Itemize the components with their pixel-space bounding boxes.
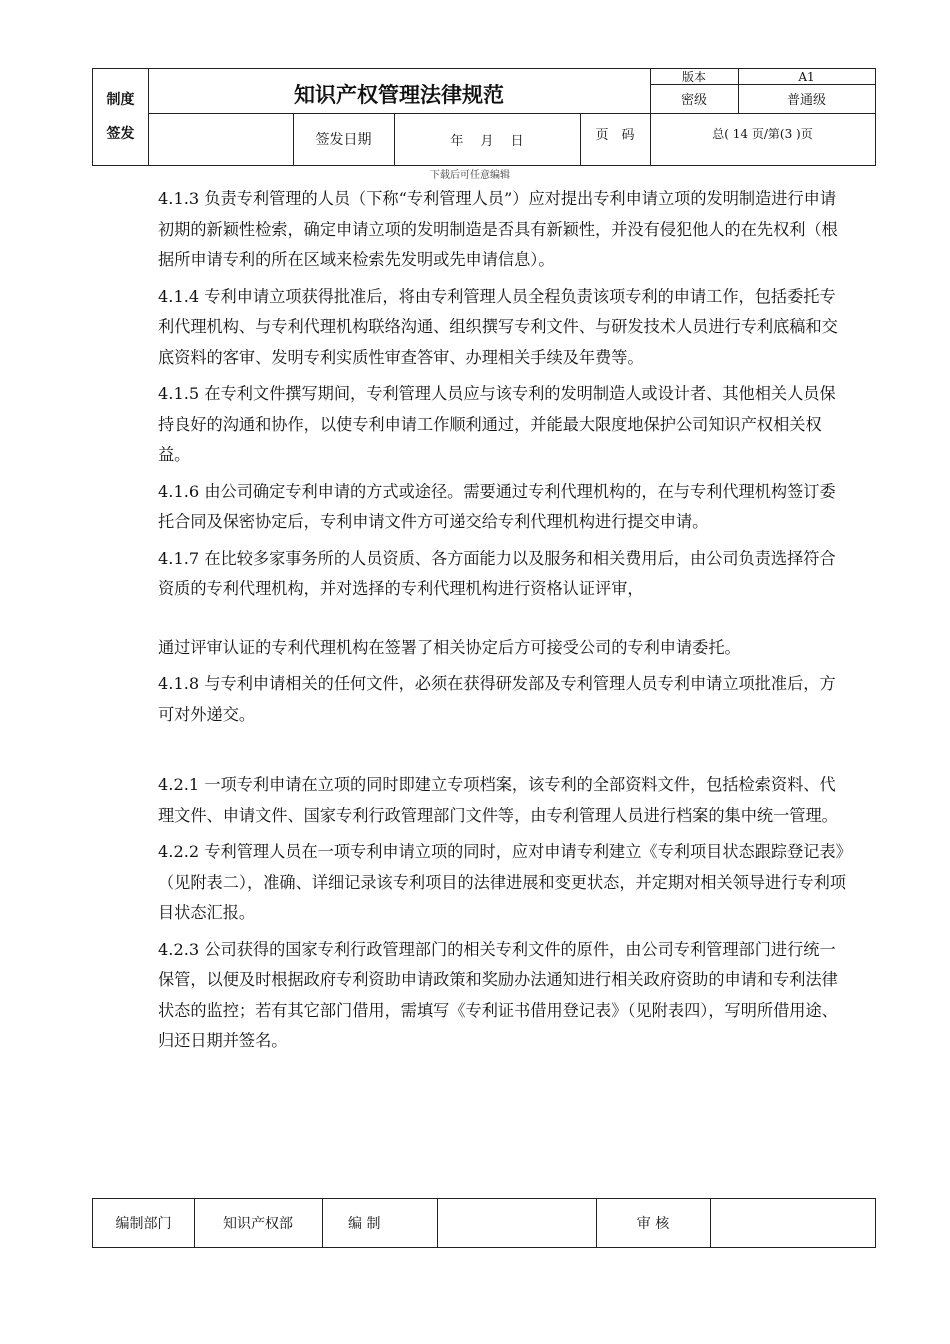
- issue-date-label: 签发日期: [315, 132, 372, 148]
- paragraph-4-1-4: 4.1.4 专利申请立项获得批准后，将由专利管理人员全程负责该项专利的申请工作，包括委托专利代理机构、与专利代理机构联络沟通、组织撰写专利文件、与研发技术人员进行专利底稿和交底资料的客审、发明专利实质性审查答审、办理相关手续及年费等。: [158, 286, 838, 367]
- review-value: [710, 1199, 875, 1247]
- edit-note: 下载后可任意编辑: [430, 170, 510, 181]
- paragraph-4-1-3: 4.1.3 负责专利管理的人员（下称“专利管理人员”）应对提出专利申请立项的发明制造进行申请初期的新颖性检索，确定申请立项的发明制造是否具有新颖性，并没有侵犯他人的在先权利（根据所申请专利的所在区域来检索先发明或先申请信息）。: [158, 189, 838, 269]
- author-label: 编 制: [348, 1216, 381, 1232]
- document-body: [158, 184, 850, 1057]
- dept-label: 编制部门: [115, 1216, 172, 1232]
- page-title: 知识产权管理法律规范: [294, 82, 504, 107]
- header-table: [92, 68, 876, 166]
- paragraph-4-2-2: 4.2.2 专利管理人员在一项专利申请立项的同时，应对申请专利建立《专利项目状态跟踪登记表》（见附表二），准确、详细记录该专利项目的法律进展和变更状态，并定期对相关领导进行专利项目状态汇报。: [158, 842, 846, 922]
- page-label: 页 码: [595, 127, 635, 143]
- paragraph-4-1-7-cont: 通过评审认证的专利代理机构在签署了相关协定后方可接受公司的专利申请委托。: [158, 637, 741, 657]
- author-value: [437, 1199, 596, 1247]
- issue-date-value: 年 月 日: [450, 133, 524, 149]
- paragraph-4-1-6: 4.1.6 由公司确定专利申请的方式或途径。需要通过专利代理机构的，在与专利代理机构签订委托合同及保密协定后，专利申请文件方可递交给专利代理机构进行提交申请。: [158, 481, 836, 531]
- secrecy-value: 普通级: [786, 93, 826, 108]
- paragraph-4-1-7: 4.1.7 在比较多家事务所的人员资质、各方面能力以及服务和相关费用后，由公司负责选择符合资质的专利代理机构，并对选择的专利代理机构进行资格认证评审，: [158, 548, 836, 598]
- issuer-label: 签发: [106, 126, 135, 142]
- paragraph-4-2-3: 4.2.3 公司获得的国家专利行政管理部门的相关专利文件的原件，由公司专利管理部门进行统一保管，以便及时根据政府专利资助申请政策和奖励办法通知进行相关政府资助的申请和专利法律状态的监控；若有其它部门借用，需填写《专利证书借用登记表》（见附表四），写明所借用途、归还日期并签名。: [158, 939, 838, 1050]
- issuer-value: [148, 113, 293, 165]
- doc-type-label: 制度: [106, 92, 135, 108]
- secrecy-label: 密级: [680, 93, 707, 108]
- footer-table: [92, 1198, 876, 1248]
- paragraph-4-1-8: 4.1.8 与专利申请相关的任何文件，必须在获得研发部及专利管理人员专利申请立项批准后，方可对外递交。: [158, 674, 836, 724]
- paragraph-4-1-5: 4.1.5 在专利文件撰写期间，专利管理人员应与该专利的发明制造人或设计者、其他相关人员保持良好的沟通和协作，以使专利申请工作顺利通过，并能最大限度地保护公司知识产权相关权益。: [158, 384, 836, 464]
- page-value: 总( 14 页/第(3 )页: [712, 126, 813, 141]
- dept-value: 知识产权部: [223, 1216, 293, 1232]
- version-value: A1: [798, 69, 815, 84]
- version-label: 版本: [681, 70, 706, 84]
- paragraph-4-2-1: 4.2.1 一项专利申请在立项的同时即建立专项档案，该专利的全部资料文件，包括检索资料、代理文件、申请文件、国家专利行政管理部门文件等，由专利管理人员进行档案的集中统一管理。: [158, 775, 838, 825]
- review-label: 审 核: [636, 1216, 670, 1232]
